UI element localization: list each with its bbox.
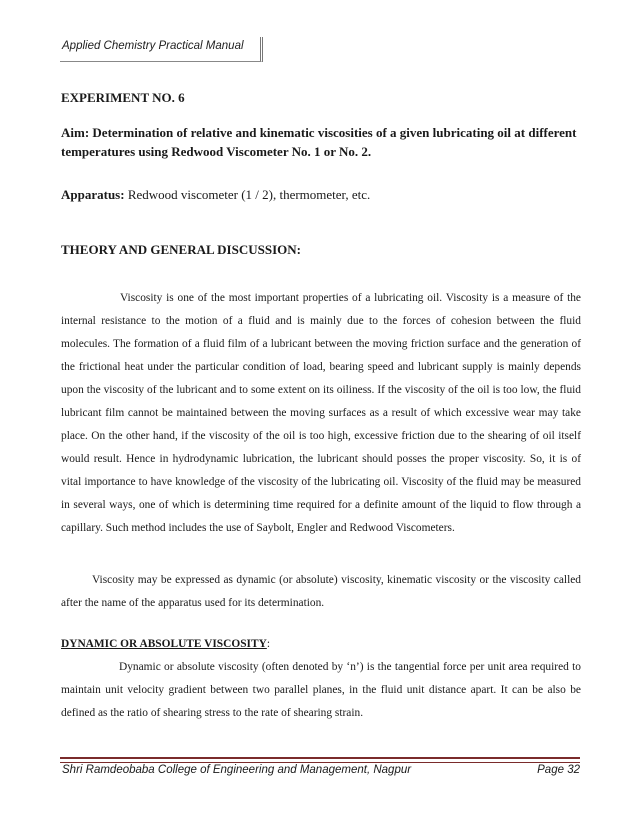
apparatus-text: Redwood viscometer (1 / 2), thermometer, etc. [124, 187, 371, 202]
dynamic-viscosity-heading [61, 638, 270, 650]
dynamic-viscosity-heading-text: DYNAMIC OR ABSOLUTE VISCOSITY [61, 638, 267, 650]
running-header: Applied Chemistry Practical Manual [62, 40, 244, 52]
paragraph-viscosity-intro: Viscosity is one of the most important properties of a lubricating oil. Viscosity is a measure of the internal resistance to the motion of a fluid and is mainly due to the forces of cohesion between the fluid molecules. The formation of a fluid film of a lubricant between the moving friction surface and the generation of the frictional heat under the particular condition of load, bearing speed and lubricant supply is mainly depends upon the viscosity of the lubricant and to some extent on its oiliness. If the viscosity of the oil is too low, the fluid lubricant film cannot be maintained between the moving surfaces as a result of which excessive wear may take place. On the other hand, if the viscosity of the oil is too high, excessive friction due to the shearing of oil itself would result. Hence in hydrodynamic lubrication, the lubricant should posses the proper viscosity. So, it is of vital importance to have knowledge of the viscosity of the lubricating oil. Viscosity of the fluid may be measured in several ways, one of which is determining time required for a definite amount of the liquid to flow through a capillary. Such method includes the use of Saybolt, Engler and Redwood Viscometers. [61, 292, 581, 534]
theory-heading: THEORY AND GENERAL DISCUSSION: [61, 242, 301, 257]
paragraph-viscosity-types: Viscosity may be expressed as dynamic (or absolute) viscosity, kinematic viscosity or the viscosity called after the name of the apparatus used for its determination. [61, 574, 581, 609]
paragraph-dynamic-viscosity: Dynamic or absolute viscosity (often denoted by ‘n’) is the tangential force per unit area required to maintain unit velocity gradient between two parallel planes, in the fluid unit distance apart. It can be also be defined as the ratio of shearing stress to the rate of shearing strain. [61, 661, 581, 719]
experiment-title: EXPERIMENT NO. 6 [61, 90, 185, 105]
apparatus-line [61, 187, 370, 203]
aim-statement: Aim: Determination of relative and kinematic viscosities of a given lubricating oil at different temperatures using Redwood Viscometer No. 1 or No. 2. [61, 125, 577, 159]
footer-rule [60, 757, 580, 763]
page-number: Page 32 [537, 764, 580, 776]
footer-institution: Shri Ramdeobaba College of Engineering and Management, Nagpur [62, 764, 412, 776]
dynamic-viscosity-heading-colon: : [266, 638, 270, 650]
apparatus-label: Apparatus: [61, 187, 125, 202]
